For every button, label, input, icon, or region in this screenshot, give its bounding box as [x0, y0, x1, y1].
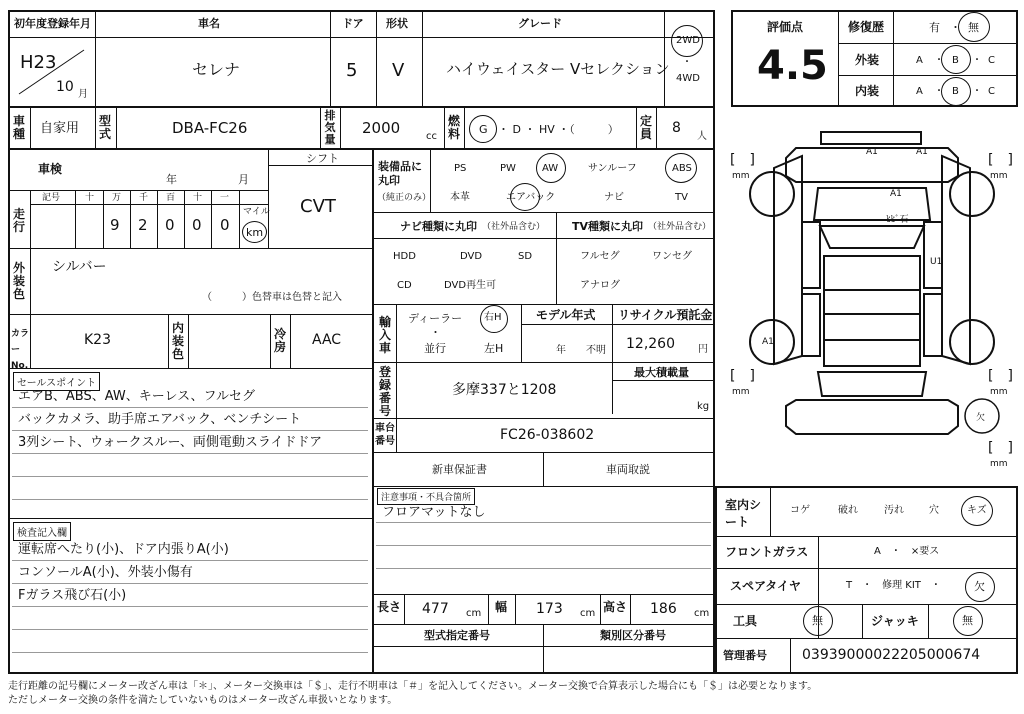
repair-no: 無 — [968, 21, 979, 34]
reg-month-value: 10 — [56, 79, 74, 95]
height-label: 高さ — [603, 600, 628, 614]
navi-sub: （社外品含む） — [482, 222, 546, 232]
mileage-label: 走行 — [12, 207, 25, 234]
spare-value: T ・ 修理 KIT ・ — [846, 580, 941, 591]
color-note: （ ）色替車は色替と記入 — [202, 292, 342, 303]
capacity-label: 定員 — [639, 114, 652, 141]
shaken-year-unit: 年 — [166, 173, 177, 186]
fuel-rest: ・ D ・ HV ・（ ） — [498, 123, 619, 136]
ac-value: AAC — [312, 332, 342, 348]
equip-navi: ナビ — [604, 192, 624, 203]
reg-year-label: 初年度登録年月 — [14, 17, 91, 30]
reg-month-unit: 月 — [78, 89, 88, 100]
import-parallel: 並行 — [424, 342, 446, 355]
model-year-unit: 年 — [556, 345, 566, 356]
equip-abs: ABS — [672, 163, 692, 174]
exterior-dot1: ・ — [934, 55, 944, 66]
exterior-a: A — [916, 55, 923, 66]
mark-a1-wheel: A1 — [762, 337, 774, 347]
repair-label: 修復歴 — [848, 20, 885, 34]
tv-fullseg: フルセグ — [580, 251, 620, 262]
bracket-spare: [ ] — [988, 440, 1013, 456]
length-label: 長さ — [377, 600, 402, 614]
seat-koge: コゲ — [790, 505, 810, 516]
car-name-label: 車名 — [198, 17, 220, 30]
grade-value: ハイウェイスター Vセレクション — [446, 60, 670, 78]
interior-dot1: ・ — [934, 86, 944, 97]
model-label: 型式 — [98, 114, 111, 141]
width-unit: cm — [580, 608, 596, 619]
mgmt-label: 管理番号 — [723, 649, 767, 662]
tv-oneseg: ワンセグ — [652, 251, 692, 262]
tools-value: 無 — [812, 614, 823, 627]
bracket-front-left: [ ] — [730, 152, 755, 168]
bracket-rear-left: [ ] — [730, 368, 755, 384]
drive-2wd: 2WD — [676, 35, 700, 46]
sales-line-3: 3列シート、ウォークスルー、両側電動スライドドア — [18, 435, 323, 450]
exterior-b: B — [952, 55, 959, 66]
capacity-value: 8 — [672, 120, 681, 136]
interior-dot2: ・ — [972, 86, 982, 97]
inspection-label: 検査記入欄 — [13, 522, 71, 541]
glass-value: A ・ ×要ス — [874, 546, 940, 557]
door-label: ドア — [342, 17, 364, 30]
mgmt-value: 03939000022205000674 — [802, 647, 981, 663]
doc-manual: 車両取説 — [606, 463, 650, 476]
use-label: 車種 — [12, 114, 25, 141]
registration-label: 登録番号 — [378, 365, 391, 418]
width-label: 幅 — [495, 600, 508, 614]
mileage-digit-4: 0 — [192, 216, 202, 234]
equip-airbag: エアバック — [506, 192, 556, 203]
mileage-digit-5: 0 — [220, 216, 230, 234]
score-label: 評価点 — [767, 20, 804, 34]
mileage-mile: マイル — [243, 207, 270, 217]
equip-ps: PS — [454, 163, 467, 174]
capacity-unit: 人 — [697, 131, 707, 142]
import-left: 左H — [484, 342, 504, 355]
doc-warranty: 新車保証書 — [432, 463, 487, 476]
equip-leather: 本革 — [450, 192, 470, 203]
doors-value: 5 — [346, 60, 358, 81]
seat-ana: 穴 — [929, 505, 939, 516]
length-unit: cm — [466, 608, 482, 619]
spare-label: スペアタイヤ — [730, 579, 801, 593]
color-no-value: K23 — [84, 332, 111, 348]
int-color-label: 内装色 — [171, 321, 184, 361]
shaken-month-unit: 月 — [238, 173, 249, 186]
tv-sub: （社外品含む） — [648, 222, 712, 232]
interior-a: A — [916, 86, 923, 97]
length-value: 477 — [422, 601, 449, 617]
glass-label: フロントガラス — [725, 545, 809, 559]
tools-label: 工具 — [733, 614, 758, 628]
exterior-c: C — [988, 55, 995, 66]
recycle-unit: 円 — [698, 344, 708, 355]
shape-value: V — [392, 60, 405, 81]
mm-front-right: mm — [990, 171, 1008, 181]
navi-sd: SD — [518, 251, 533, 262]
equip-sunroof: サンルーフ — [588, 163, 637, 174]
mm-spare: mm — [990, 459, 1008, 469]
shift-label: シフト — [306, 152, 339, 165]
footer-line-1: 走行距離の記号欄にメーター改ざん車は「＊」、メーター交換車は「＄」、走行不明車は「＃」を記入してください。メーター交換で合算表示した場合にも「＄」は必要となります。 — [8, 681, 818, 692]
reg-year-value: H23 — [20, 52, 57, 73]
place-ichi: 一 — [220, 193, 230, 203]
color-label: 外装色 — [12, 261, 25, 301]
tv-label: TV種類に丸印 — [572, 220, 644, 233]
disp-label: 排気量 — [324, 109, 336, 146]
mileage-digit-1: 9 — [110, 216, 120, 234]
exterior-dot2: ・ — [972, 55, 982, 66]
equipment-sub: （純正のみ） — [377, 193, 432, 203]
disp-value: 2000 — [362, 119, 401, 137]
sales-label: セールスポイント — [13, 372, 100, 391]
exterior-label: 外装 — [855, 53, 880, 67]
import-dot: ・ — [430, 326, 441, 339]
interior-label: 内装 — [855, 84, 880, 98]
equip-pw: PW — [500, 163, 516, 174]
notes-value: フロアマットなし — [382, 505, 486, 520]
place-man: 万 — [112, 193, 122, 203]
shape-label: 形状 — [386, 17, 408, 30]
mark-a1-roof-right: A1 — [916, 147, 928, 157]
mark-missing: 欠 — [976, 413, 986, 423]
color-no-label: カラーNo. — [11, 329, 30, 371]
import-label: 輸入車 — [378, 315, 391, 355]
equip-aw: AW — [542, 163, 559, 174]
inspection-line-1: 運転席へたり(小)、ドア内張りA(小) — [18, 542, 229, 557]
int-seat-label: 室内シート — [725, 498, 762, 529]
recycle-label: リサイクル預託金 — [618, 308, 713, 322]
footer-line-2: ただしメーター交換の条件を満たしていないものはメーター改ざん車扱いとなります。 — [8, 695, 398, 706]
mark-a1-hood: A1 — [890, 189, 902, 199]
jack-label: ジャッキ — [871, 614, 919, 628]
model-year-label: モデル年式 — [536, 308, 596, 322]
sales-line-1: エアB、ABS、AW、キーレス、フルセグ — [18, 389, 256, 404]
interior-c: C — [988, 86, 995, 97]
mm-front-left: mm — [732, 171, 750, 181]
fuel-label: 燃料 — [447, 114, 460, 141]
navi-dvd: DVD — [460, 251, 483, 262]
max-load-unit: kg — [697, 401, 710, 412]
seat-yogore: 汚れ — [884, 505, 904, 516]
mark-u1-side: U1 — [930, 257, 943, 267]
registration-value: 多摩337と1208 — [452, 382, 557, 398]
bracket-front-right: [ ] — [988, 152, 1013, 168]
shaken-label: 車検 — [38, 162, 63, 176]
width-value: 173 — [536, 601, 563, 617]
score-value: 4.5 — [757, 43, 828, 89]
mileage-kigo: 記号 — [42, 193, 61, 203]
bracket-rear-right: [ ] — [988, 368, 1013, 384]
chassis-value: FC26-038602 — [500, 427, 595, 443]
drive-dot: ・ — [682, 57, 692, 68]
equip-tv: TV — [675, 192, 688, 203]
inspection-line-3: Fガラス飛び石(小) — [18, 588, 127, 603]
recycle-value: 12,260 — [626, 336, 675, 352]
sales-line-2: バックカメラ、助手席エアバック、ベンチシート — [18, 412, 302, 427]
model-year-unknown: 不明 — [586, 345, 606, 356]
drive-4wd: 4WD — [676, 73, 700, 84]
navi-label: ナビ種類に丸印 — [400, 220, 477, 233]
seat-yabure: 破れ — [838, 505, 858, 516]
jack-value: 無 — [962, 614, 973, 627]
inspection-line-2: コンソールA(小)、外装小傷有 — [18, 565, 193, 580]
place-juu: 十 — [193, 193, 203, 203]
navi-cd: CD — [397, 280, 412, 291]
disp-unit: cc — [426, 131, 437, 142]
color-value: シルバー — [52, 259, 107, 275]
car-name-value: セレナ — [192, 60, 241, 79]
place-10man: 十 — [85, 193, 95, 203]
notes-label: 注意事項・不具合箇所 — [377, 488, 475, 505]
repair-dot: ・ — [950, 21, 961, 34]
place-hyaku: 百 — [166, 193, 176, 203]
interior-b: B — [952, 86, 959, 97]
repair-yes: 有 — [929, 21, 940, 34]
class-no-label: 類別区分番号 — [600, 629, 666, 642]
equipment-label: 装備品に丸印 — [378, 160, 422, 187]
max-load-label: 最大積載量 — [634, 366, 689, 379]
mm-rear-left: mm — [732, 387, 750, 397]
mileage-km: km — [246, 226, 264, 239]
navi-dvd-play: DVD再生可 — [444, 280, 497, 291]
fuel-g: G — [479, 123, 488, 136]
mileage-digit-3: 0 — [165, 216, 175, 234]
mark-chip-windshield: ﾋﾋﾞ石 — [886, 215, 909, 225]
type-no-label: 型式指定番号 — [424, 629, 490, 642]
tv-analog: アナログ — [580, 280, 620, 291]
height-value: 186 — [650, 601, 677, 617]
mileage-digit-2: 2 — [138, 216, 148, 234]
navi-hdd: HDD — [393, 251, 416, 262]
height-unit: cm — [694, 608, 710, 619]
shift-value: CVT — [300, 196, 336, 217]
seat-kizu: キズ — [967, 505, 987, 516]
car-diagram — [726, 118, 1018, 474]
mm-rear-right: mm — [990, 387, 1008, 397]
import-right: 右H — [484, 312, 502, 323]
mark-a1-roof-left: A1 — [866, 147, 878, 157]
import-dealer: ディーラー — [408, 312, 463, 325]
model-value: DBA-FC26 — [172, 119, 248, 137]
chassis-label: 車台番号 — [375, 423, 395, 447]
use-value: 自家用 — [40, 121, 80, 136]
spare-missing: 欠 — [974, 580, 985, 593]
grade-label: グレード — [518, 17, 562, 30]
ac-label: 冷房 — [273, 327, 286, 354]
place-sen: 千 — [139, 193, 149, 203]
